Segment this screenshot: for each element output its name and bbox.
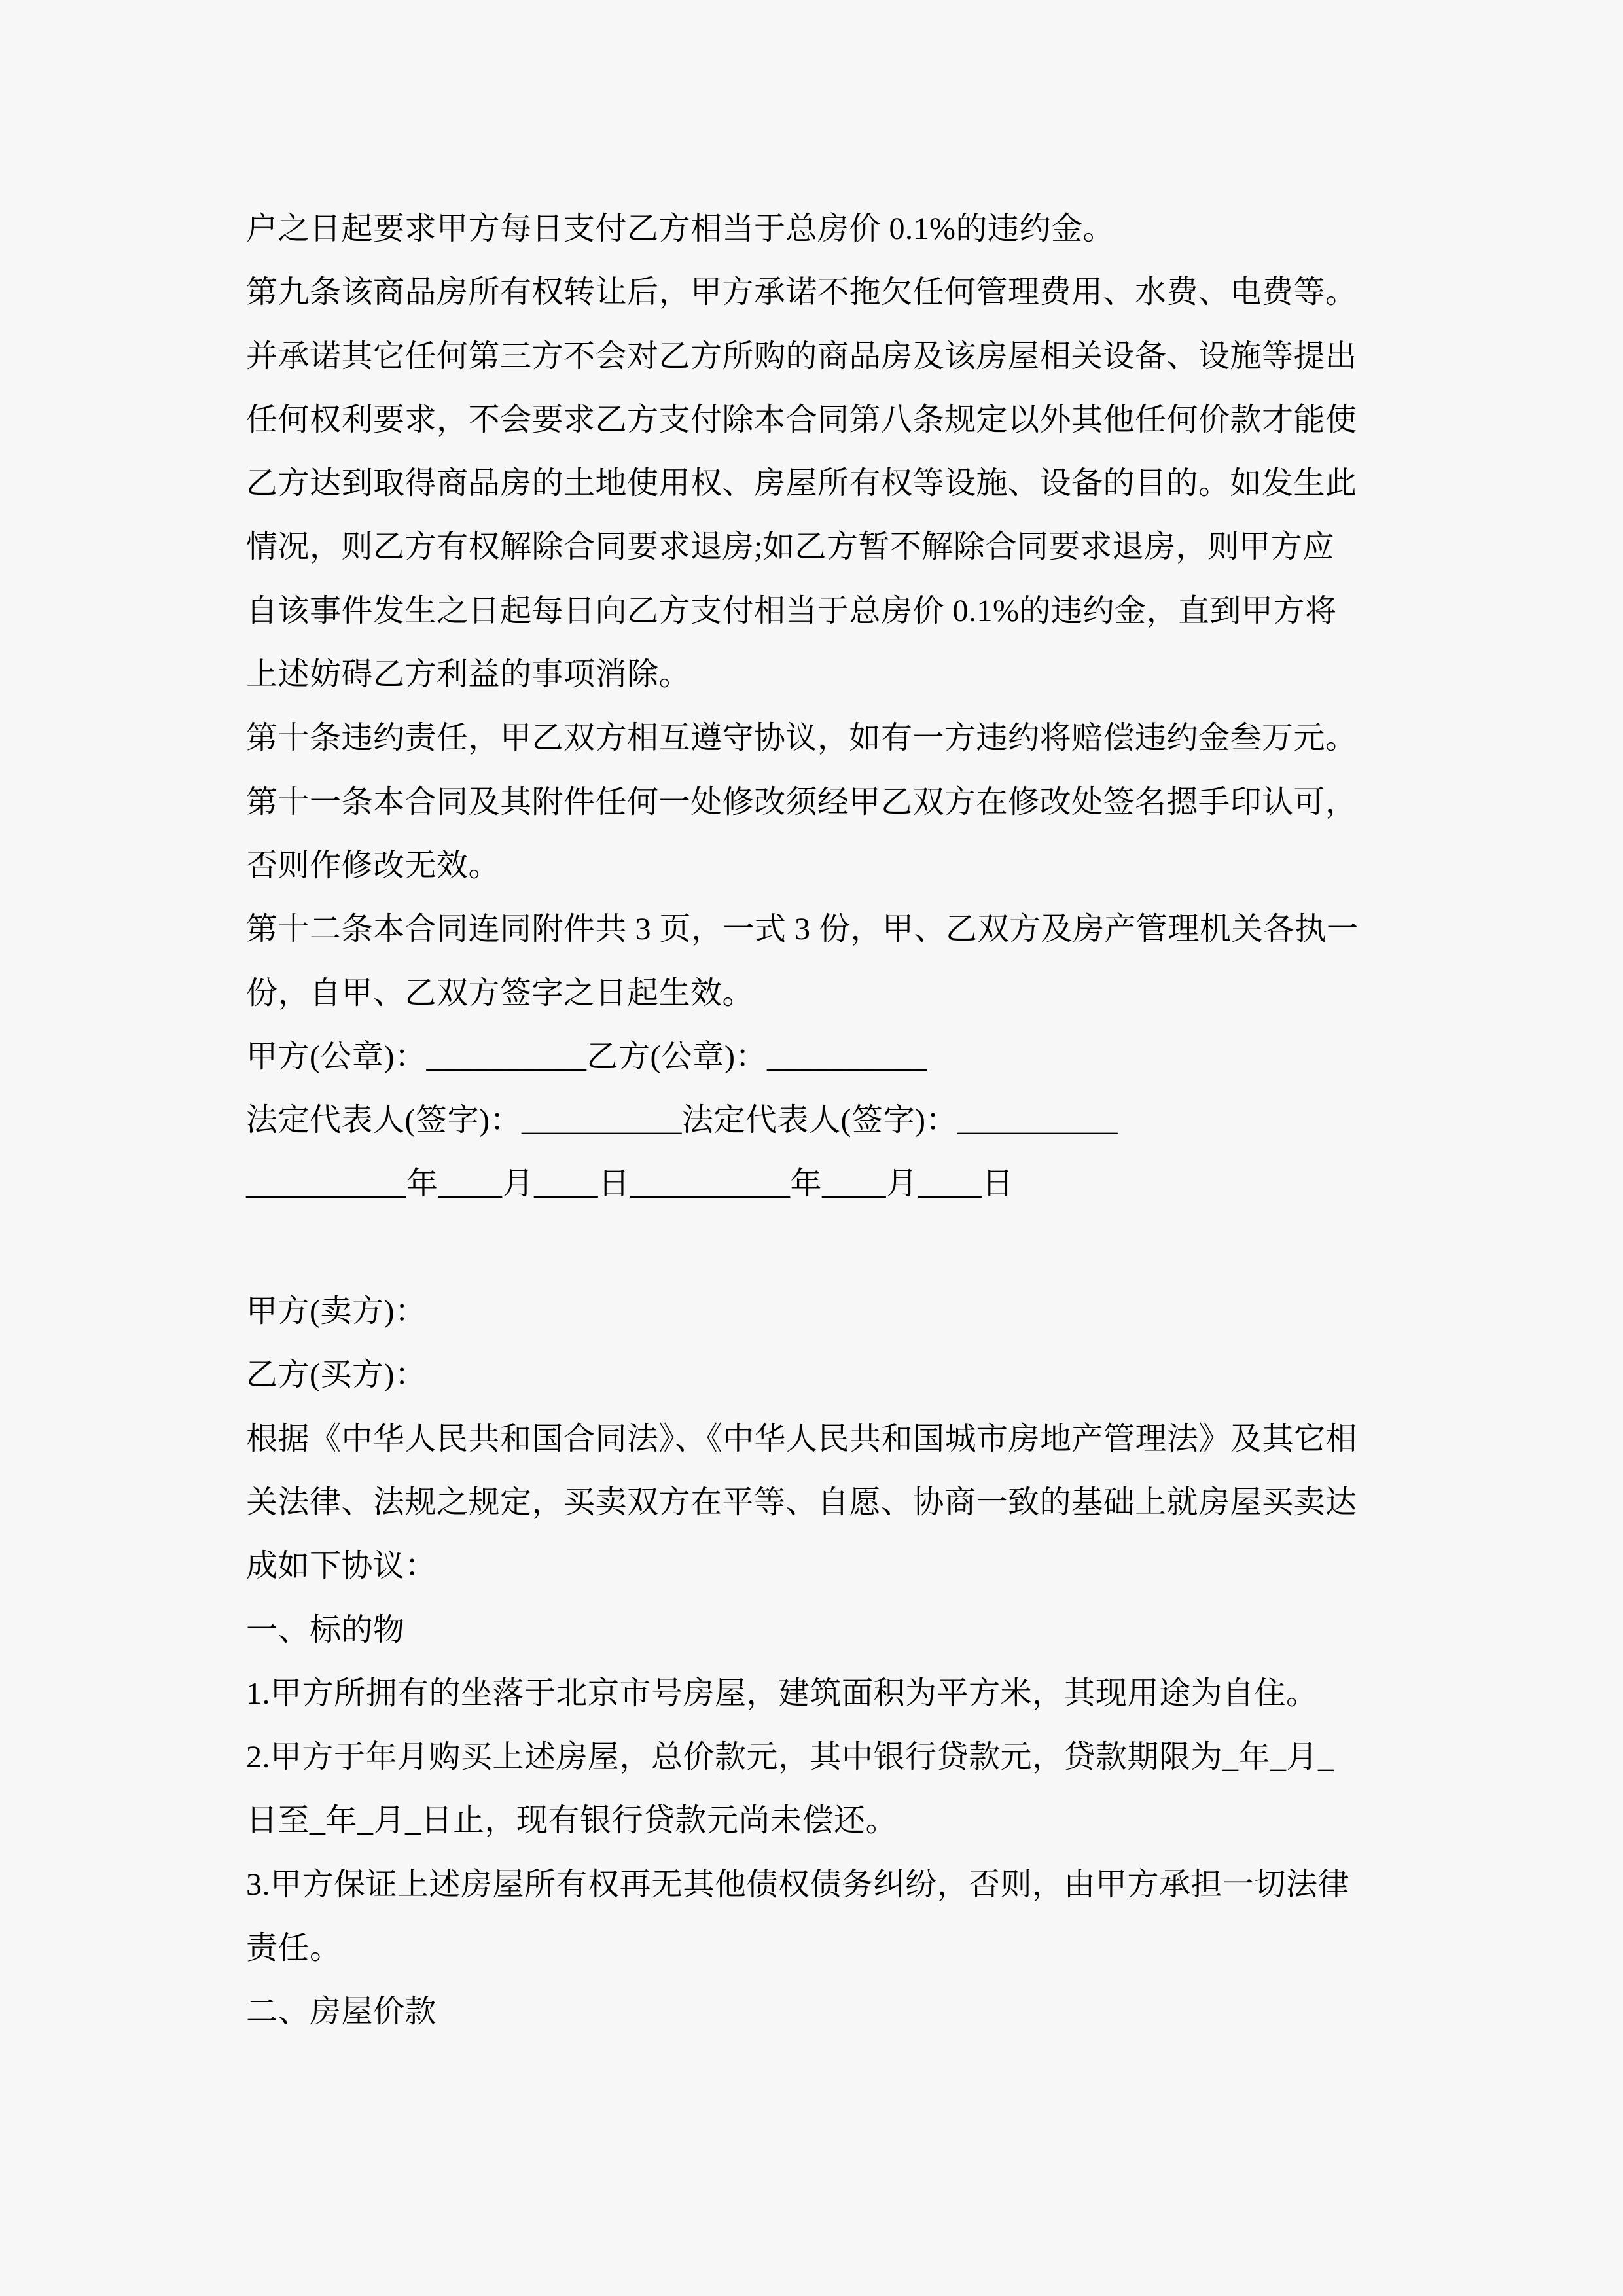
clause-8-tail-line: 户之日起要求甲方每日支付乙方相当于总房价 0.1%的违约金。 [246,211,1115,246]
clause-9-line-7: 上述妨碍乙方利益的事项消除。 [246,657,691,692]
clause-9-line-5: 情况，则乙方有权解除合同要求退房;如乙方暂不解除合同要求退房，则甲方应 [246,529,1334,565]
clause-9-line-3: 任何权利要求，不会要求乙方支付除本合同第八条规定以外其他任何价款才能使 [246,402,1357,437]
section-1-heading: 一、标的物 [246,1612,405,1647]
contract-text-block [246,197,1410,2044]
clause-9-line-2: 并承诺其它任何第三方不会对乙方所购的商品房及该房屋相关设备、设施等提出 [246,338,1357,374]
party-a-seller-label: 甲方(卖方)： [246,1294,427,1329]
clause-12-line-1: 第十二条本合同连同附件共 3 页，一式 3 份，甲、乙双方及房产管理机关各执一 [246,912,1359,947]
section-1-item-3-line-2: 责任。 [246,1931,342,1966]
legal-representative-line: 法定代表人(签字)：__________法定代表人(签字)：__________ [246,1103,1118,1138]
preamble-line-3: 成如下协议： [246,1549,437,1584]
clause-9-line-6: 自该事件发生之日起每日向乙方支付相当于总房价 0.1%的违约金，直到甲方将 [246,593,1337,628]
section-1-item-2-line-1: 2.甲方于年月购买上述房屋，总价款元，其中银行贷款元，贷款期限为_年_月_ [246,1740,1334,1775]
clause-10-line: 第十条违约责任，甲乙双方相互遵守协议，如有一方违约将赔偿违约金叁万元。 [246,721,1357,756]
blank-line [246,1216,1410,1280]
clause-9-line-1: 第九条该商品房所有权转让后，甲方承诺不拖欠任何管理费用、水费、电费等。 [246,275,1357,310]
section-1-item-1-line: 1.甲方所拥有的坐落于北京市号房屋，建筑面积为平方米，其现用途为自住。 [246,1676,1318,1711]
party-b-buyer-label: 乙方(买方)： [246,1357,427,1393]
preamble-line-1: 根据《中华人民共和国合同法》、《中华人民共和国城市房地产管理法》及其它相 [246,1421,1358,1456]
party-seal-signature-line: 甲方(公章)：__________乙方(公章)：__________ [246,1039,927,1074]
clause-11-line-1: 第十一条本合同及其附件任何一处修改须经甲乙双方在修改处签名摁手印认可， [246,784,1357,819]
clause-9-line-4: 乙方达到取得商品房的土地使用权、房屋所有权等设施、设备的目的。如发生此 [246,466,1357,501]
clause-11-line-2: 否则作修改无效。 [246,848,501,883]
section-1-item-2-line-2: 日至_年_月_日止，现有银行贷款元尚未偿还。 [246,1803,898,1839]
section-2-heading: 二、房屋价款 [246,1994,437,2030]
preamble-line-2: 关法律、法规之规定，买卖双方在平等、自愿、协商一致的基础上就房屋买卖达 [246,1484,1357,1520]
date-fill-in-line: __________年____月____日__________年____月____日 [246,1166,1014,1202]
clause-12-line-2: 份，自甲、乙双方签字之日起生效。 [246,975,755,1011]
section-1-item-3-line-1: 3.甲方保证上述房屋所有权再无其他债权债务纠纷，否则，由甲方承担一切法律 [246,1867,1350,1902]
